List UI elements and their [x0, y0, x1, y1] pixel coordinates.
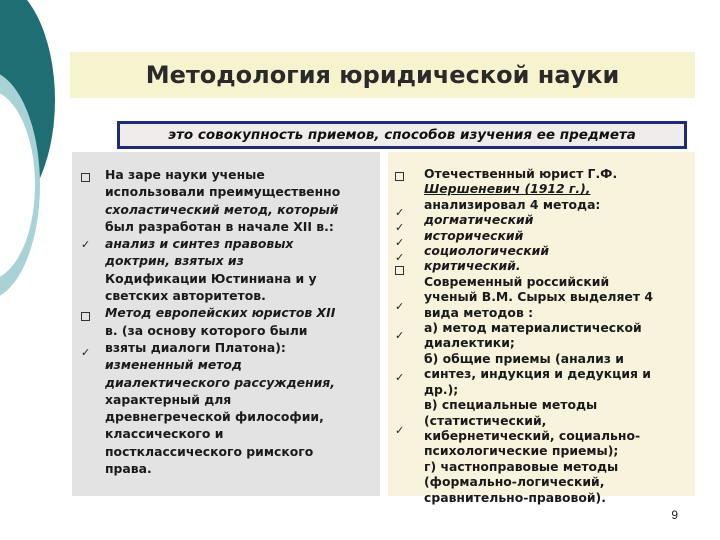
right-line: критический. — [424, 258, 521, 274]
right-line: вида методов : — [424, 304, 534, 320]
page-number: 9 — [671, 508, 678, 522]
right-line: ученый В.М. Сырых выделяет 4 — [424, 289, 653, 305]
right-line: в) специальные методы — [424, 397, 598, 413]
checkmark-icon: ✓ — [395, 206, 405, 219]
left-line: Метод европейских юристов XII — [105, 305, 336, 321]
left-line: На заре науки ученые — [105, 167, 265, 182]
checkmark-icon: ✓ — [395, 329, 405, 342]
right-line: сравнительно-правовой). — [424, 489, 606, 505]
right-line: др.); — [424, 381, 459, 397]
right-line: Шершеневич (1912 г.), — [424, 181, 591, 197]
right-line: диалектики; — [424, 335, 515, 351]
right-line: синтез, индукция и дедукция и — [424, 366, 651, 382]
slide-title: Методология юридической науки — [145, 61, 620, 89]
definition-box: это совокупность приемов, способов изучения ее предмета — [117, 121, 687, 149]
right-line: социологический — [424, 243, 550, 259]
right-line: Современный российский — [424, 273, 610, 289]
checkmark-icon: ✓ — [395, 300, 405, 313]
right-line: а) метод материалистической — [424, 320, 642, 336]
left-line: в. (за основу которого были — [105, 322, 308, 338]
right-line: г) частноправовые методы — [424, 458, 619, 474]
left-line: характерный для — [105, 391, 232, 407]
checkmark-icon: ✓ — [395, 251, 405, 264]
left-line: был разработан в начале XII в.: — [105, 218, 334, 234]
checkmark-icon: ✓ — [395, 424, 405, 437]
square-bullet-icon — [395, 172, 404, 181]
right-line: Отечественный юрист Г.Ф. — [424, 166, 618, 181]
checkmark-icon: ✓ — [81, 238, 91, 251]
left-line: древнегреческой философии, — [105, 409, 324, 425]
left-line: постклассического римского — [105, 443, 314, 459]
left-line: классического и — [105, 426, 224, 442]
left-line: взяты диалоги Платона): — [105, 339, 286, 355]
right-line: исторический — [424, 227, 524, 243]
left-line: права. — [105, 461, 152, 477]
checkmark-icon: ✓ — [395, 221, 405, 234]
left-line: светских авторитетов. — [105, 288, 266, 304]
right-line: (статистический, — [424, 412, 547, 428]
left-line: схоластический метод, который — [105, 201, 339, 217]
left-line: использовали преимущественно — [105, 184, 341, 200]
right-line: б) общие приемы (анализ и — [424, 350, 624, 366]
right-line: анализировал 4 метода: — [424, 196, 601, 212]
slide-title-box — [70, 52, 695, 98]
square-bullet-icon — [81, 312, 90, 321]
right-line: психологические приемы); — [424, 443, 619, 459]
right-line: (формально-логический, — [424, 474, 605, 490]
checkmark-icon: ✓ — [81, 346, 91, 359]
right-line: догматический — [424, 212, 534, 228]
checkmark-icon: ✓ — [395, 236, 405, 249]
square-bullet-icon — [395, 266, 404, 275]
left-line: диалектического рассуждения, — [105, 374, 335, 390]
left-line: доктрин, взятых из — [105, 253, 244, 269]
right-line: кибернетический, социально- — [424, 427, 641, 443]
left-line: измененный метод — [105, 357, 242, 373]
left-line: анализ и синтез правовых — [105, 236, 294, 252]
square-bullet-icon — [81, 173, 90, 182]
left-line: Кодификации Юстиниана и у — [105, 270, 317, 286]
checkmark-icon: ✓ — [395, 371, 405, 384]
